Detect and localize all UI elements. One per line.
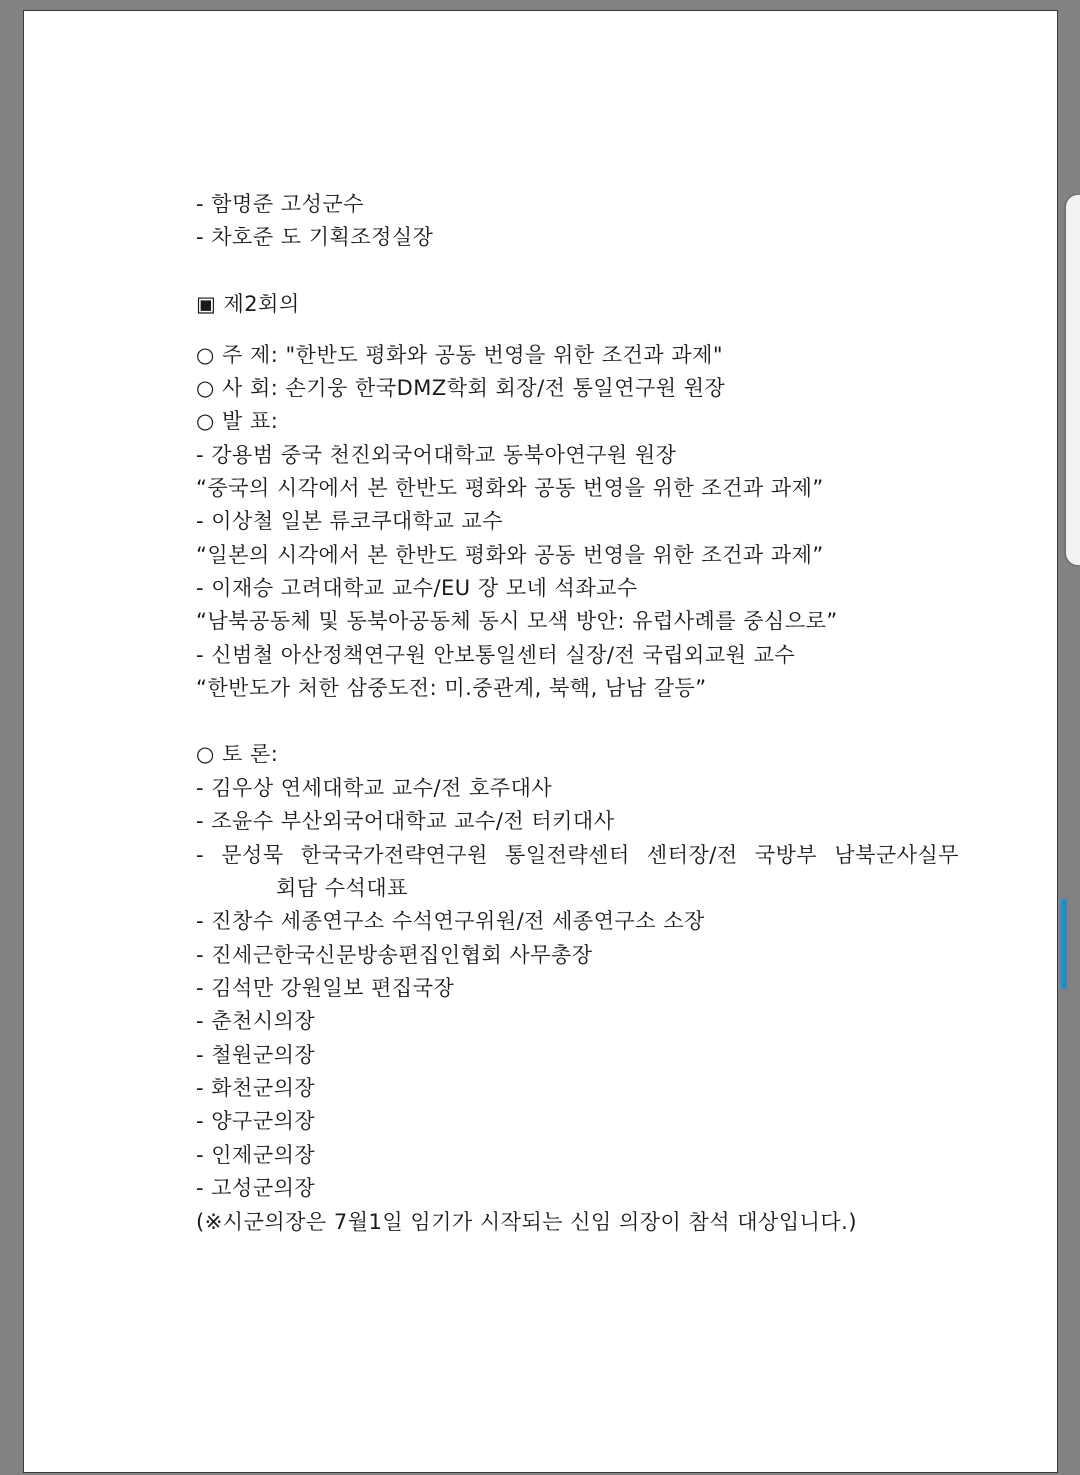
discussant-line: - 춘천시의장 — [196, 1009, 316, 1033]
presenter-line: - 강용범 중국 천진외국어대학교 동북아연구원 원장 — [196, 443, 677, 467]
topic-line: ○ 주 제: "한반도 평화와 공동 번영을 위한 조건과 과제" — [196, 343, 724, 367]
scrollbar-thumb[interactable] — [1061, 899, 1067, 989]
presenter-line: - 이상철 일본 류코쿠대학교 교수 — [196, 509, 503, 533]
discussant-line: - 문성묵 한국국가전략연구원 통일전략센터 센터장/전 국방부 남북군사실무 — [196, 843, 960, 867]
discussant-line: - 철원군의장 — [196, 1043, 316, 1067]
presenter-line: - 신범철 아산정책연구원 안보통일센터 실장/전 국립외교원 교수 — [196, 643, 796, 667]
discussant-line: - 진세근한국신문방송편집인협회 사무총장 — [196, 943, 593, 967]
presentation-title: “남북공동체 및 동북아공동체 동시 모색 방안: 유럽사례를 중심으로” — [196, 609, 838, 633]
discussant-line: - 김석만 강원일보 편집국장 — [196, 976, 455, 1000]
discussant-line-continued: 회담 수석대표 — [276, 876, 408, 900]
session-heading: ▣ 제2회의 — [196, 292, 300, 316]
attendee-line: - 함명준 고성군수 — [196, 192, 364, 216]
presenter-line: - 이재승 고려대학교 교수/EU 장 모네 석좌교수 — [196, 576, 638, 600]
discussant-line: - 김우상 연세대학교 교수/전 호주대사 — [196, 776, 553, 800]
discussant-line: - 진창수 세종연구소 수석연구위원/전 세종연구소 소장 — [196, 909, 705, 933]
presentation-title: “일본의 시각에서 본 한반도 평화와 공동 번영을 위한 조건과 과제” — [196, 543, 824, 567]
discussion-heading: ○ 토 론: — [196, 742, 279, 766]
attendee-line: - 차호준 도 기획조정실장 — [196, 225, 434, 249]
discussant-line: - 인제군의장 — [196, 1143, 316, 1167]
presentation-heading: ○ 발 표: — [196, 409, 279, 433]
discussant-line: - 화천군의장 — [196, 1076, 316, 1100]
discussant-line: - 고성군의장 — [196, 1176, 316, 1200]
discussant-line: - 양구군의장 — [196, 1109, 316, 1133]
moderator-line: ○ 사 회: 손기웅 한국DMZ학회 회장/전 통일연구원 원장 — [196, 376, 726, 400]
footnote: (※시군의장은 7월1일 임기가 시작되는 신임 의장이 참석 대상입니다.) — [196, 1210, 858, 1234]
presentation-title: “중국의 시각에서 본 한반도 평화와 공동 번영을 위한 조건과 과제” — [196, 476, 824, 500]
discussant-line: - 조윤수 부산외국어대학교 교수/전 터키대사 — [196, 809, 615, 833]
document-page — [23, 10, 1058, 1473]
presentation-title: “한반도가 처한 삼중도전: 미.중관계, 북핵, 남남 갈등” — [196, 676, 707, 700]
side-panel-handle[interactable] — [1066, 195, 1080, 565]
